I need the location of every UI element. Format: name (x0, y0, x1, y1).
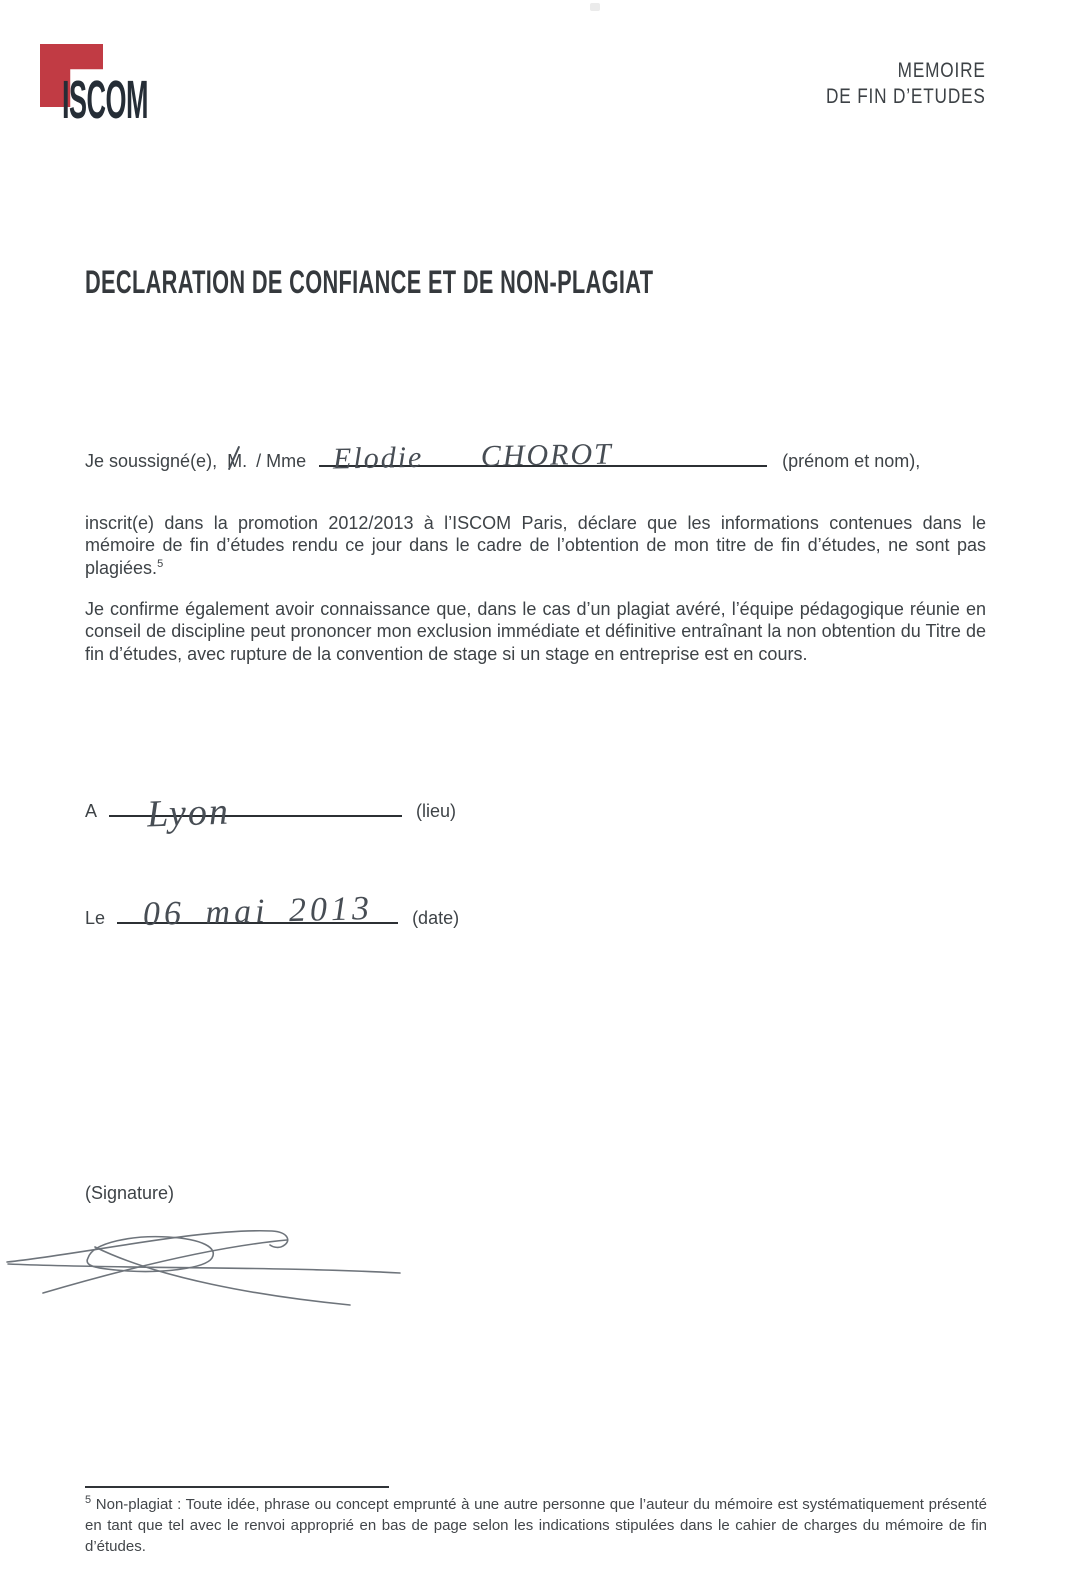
paragraph-enrollment-text: inscrit(e) dans la promotion 2012/2013 à l’ISCOM Paris, déclare que les informations contenues dans le mémoire de fin d’études rendu ce jour dans le cadre de l’obtention de mon titre de fin d’études, ne sont pas plagiées. (85, 513, 986, 578)
date-fill-line (117, 889, 398, 934)
identity-line (85, 437, 921, 476)
page-title: DECLARATION DE CONFIANCE ET DE NON-PLAGIAT (85, 264, 654, 300)
handwritten-name (332, 437, 614, 476)
footnote-ref: 5 (85, 1494, 92, 1506)
handwritten-place: Lyon (146, 790, 231, 836)
place-fill-line (109, 790, 402, 836)
doc-type-line2: DE FIN D’ETUDES (826, 85, 986, 108)
place-line (85, 790, 457, 836)
handwritten-date: 06 mai 2013 (142, 889, 374, 934)
paragraph-discipline: Je confirme également avoir connaissance que, dans le cas d’un plagiat avéré, l’équipe pédagogique réunie en conseil de discipline peut prononcer mon exclusion immédiate et définitive entraînant la non obtention du Titre de fin d’études, avec rupture de la convention de stage si un stage en entreprise est en cours. (85, 599, 986, 664)
name-fill-line (319, 437, 767, 476)
date-line (85, 889, 460, 934)
scan-artifact (590, 3, 600, 11)
name-hint-label: (prénom et nom), (782, 451, 921, 471)
footnote-divider (85, 1486, 389, 1488)
civility-m-option (227, 449, 247, 473)
document-type-header (826, 58, 986, 110)
signature-label: (Signature) (85, 1183, 175, 1203)
iscom-logo-wordmark: ISCOM (62, 70, 149, 130)
paragraph-enrollment (85, 512, 986, 579)
footnote-text: Non-plagiat : Toute idée, phrase ou concept emprunté à une autre personne que l’auteur du mémoire est systématiquement présenté en tant que tel avec le renvoi approprié en bas de page selon les indications stipulées dans le cahier de charges du mémoire de fin d’études. (85, 1496, 987, 1555)
footnote-text-block (85, 1494, 987, 1557)
handwritten-first-name: Elodie (332, 440, 424, 476)
signature-scribble (0, 1222, 420, 1322)
m-label: M. (227, 451, 248, 471)
mme-label: / Mme (256, 451, 307, 471)
place-hint-label: (lieu) (416, 801, 457, 821)
date-hint-label: (date) (412, 908, 460, 928)
handwritten-last-name: CHOROT (480, 437, 614, 473)
place-label: A (85, 801, 98, 821)
identity-prefix: Je soussigné(e), (85, 451, 218, 471)
footnote-ref-marker: 5 (157, 557, 164, 570)
date-label: Le (85, 908, 106, 928)
doc-type-line1: MEMOIRE (897, 59, 986, 82)
